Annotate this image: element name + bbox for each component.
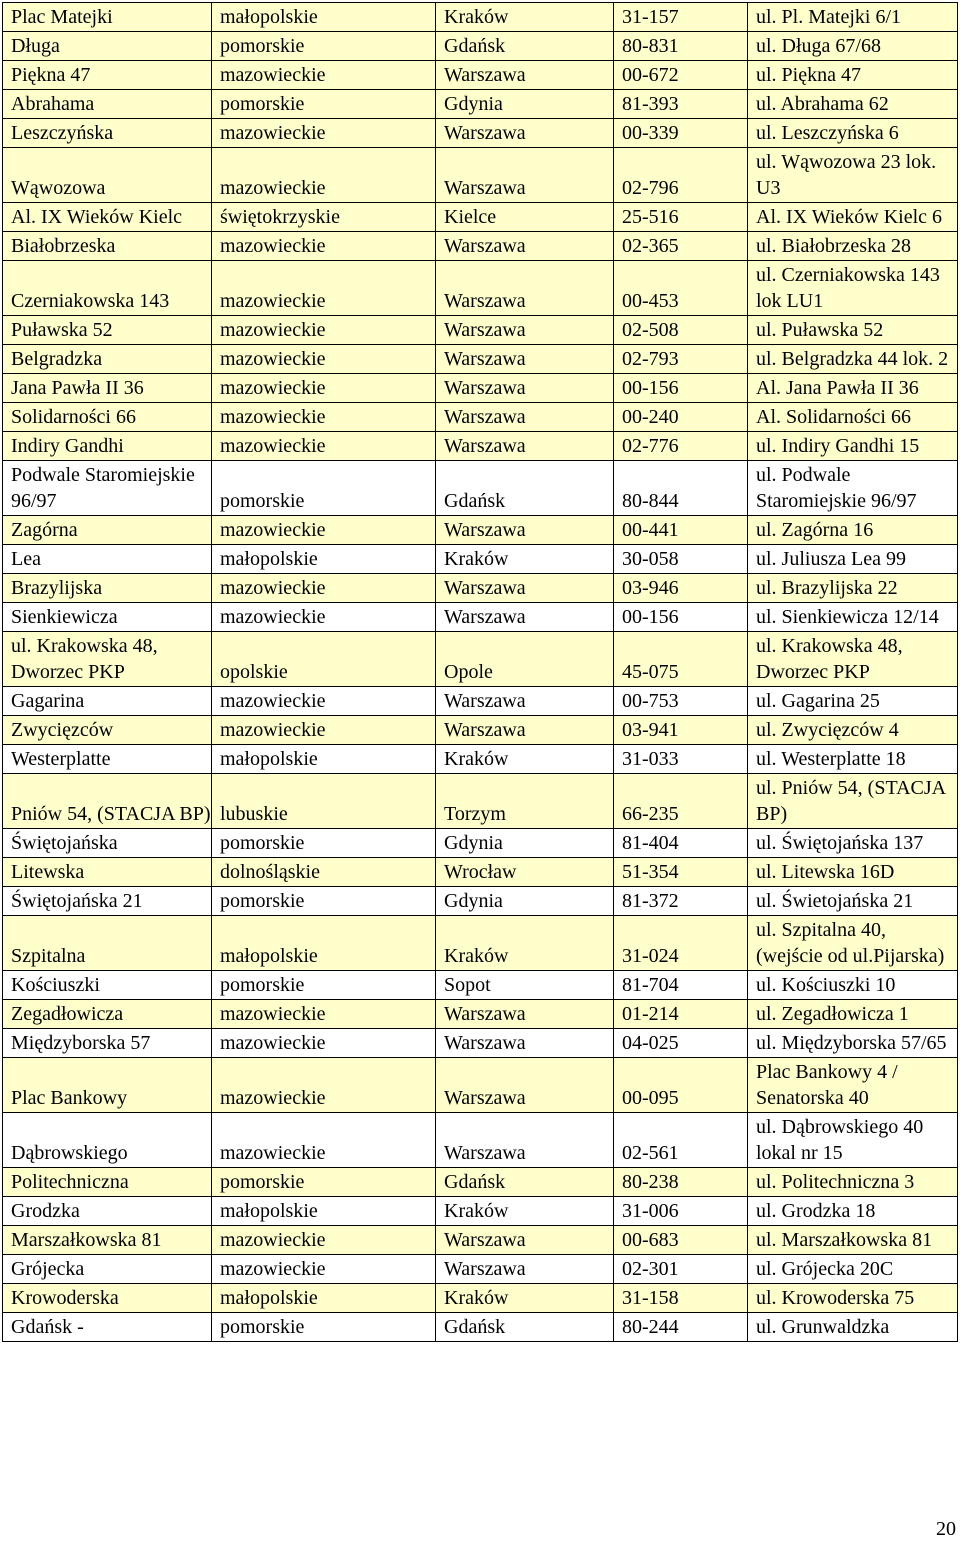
- voivodeship-cell: mazowieckie: [212, 603, 436, 632]
- voivodeship-cell: pomorskie: [212, 829, 436, 858]
- city-cell: Torzym: [436, 774, 614, 829]
- city-cell: Warszawa: [436, 232, 614, 261]
- city-cell: Warszawa: [436, 1113, 614, 1168]
- city-cell: Warszawa: [436, 1226, 614, 1255]
- street-cell: Grójecka: [3, 1255, 212, 1284]
- voivodeship-cell: opolskie: [212, 632, 436, 687]
- voivodeship-cell: lubuskie: [212, 774, 436, 829]
- street-cell: Puławska 52: [3, 316, 212, 345]
- address-cell: ul. Indiry Gandhi 15: [748, 432, 958, 461]
- table-row: [3, 1058, 958, 1113]
- address-cell: ul. Abrahama 62: [748, 90, 958, 119]
- city-cell: Warszawa: [436, 603, 614, 632]
- table-row: [3, 345, 958, 374]
- postal-code-cell: 31-158: [614, 1284, 748, 1313]
- postal-code-cell: 81-393: [614, 90, 748, 119]
- city-cell: Warszawa: [436, 316, 614, 345]
- table-row: [3, 32, 958, 61]
- postal-code-cell: 00-672: [614, 61, 748, 90]
- address-cell: ul. Pl. Matejki 6/1: [748, 3, 958, 32]
- address-cell: ul. Zegadłowicza 1: [748, 1000, 958, 1029]
- address-cell: Al. Jana Pawła II 36: [748, 374, 958, 403]
- voivodeship-cell: świętokrzyskie: [212, 203, 436, 232]
- voivodeship-cell: dolnośląskie: [212, 858, 436, 887]
- table-row: [3, 687, 958, 716]
- address-table-body: [3, 3, 958, 1342]
- city-cell: Kraków: [436, 3, 614, 32]
- postal-code-cell: 81-404: [614, 829, 748, 858]
- city-cell: Gdańsk: [436, 1313, 614, 1342]
- table-row: [3, 261, 958, 316]
- table-row: [3, 632, 958, 687]
- street-cell: Plac Bankowy: [3, 1058, 212, 1113]
- street-cell: Litewska: [3, 858, 212, 887]
- city-cell: Gdańsk: [436, 32, 614, 61]
- voivodeship-cell: mazowieckie: [212, 1000, 436, 1029]
- street-cell: Dąbrowskiego: [3, 1113, 212, 1168]
- address-cell: ul. Długa 67/68: [748, 32, 958, 61]
- table-row: [3, 1197, 958, 1226]
- table-row: [3, 1226, 958, 1255]
- voivodeship-cell: małopolskie: [212, 1284, 436, 1313]
- city-cell: Warszawa: [436, 345, 614, 374]
- table-row: [3, 1168, 958, 1197]
- table-row: [3, 119, 958, 148]
- postal-code-cell: 02-561: [614, 1113, 748, 1168]
- voivodeship-cell: mazowieckie: [212, 1113, 436, 1168]
- table-row: [3, 858, 958, 887]
- address-cell: ul. Belgradzka 44 lok. 2: [748, 345, 958, 374]
- address-cell: ul. Leszczyńska 6: [748, 119, 958, 148]
- postal-code-cell: 81-704: [614, 971, 748, 1000]
- city-cell: Warszawa: [436, 687, 614, 716]
- table-row: [3, 1029, 958, 1058]
- city-cell: Warszawa: [436, 716, 614, 745]
- city-cell: Warszawa: [436, 574, 614, 603]
- voivodeship-cell: mazowieckie: [212, 1029, 436, 1058]
- postal-code-cell: 00-453: [614, 261, 748, 316]
- table-row: [3, 716, 958, 745]
- table-row: [3, 403, 958, 432]
- address-cell: ul. Grójecka 20C: [748, 1255, 958, 1284]
- address-cell: ul. Krowoderska 75: [748, 1284, 958, 1313]
- street-cell: Szpitalna: [3, 916, 212, 971]
- voivodeship-cell: małopolskie: [212, 1197, 436, 1226]
- city-cell: Gdynia: [436, 90, 614, 119]
- postal-code-cell: 30-058: [614, 545, 748, 574]
- postal-code-cell: 31-006: [614, 1197, 748, 1226]
- city-cell: Warszawa: [436, 374, 614, 403]
- address-cell: ul. Dąbrowskiego 40 lokal nr 15: [748, 1113, 958, 1168]
- address-cell: ul. Międzyborska 57/65: [748, 1029, 958, 1058]
- street-cell: Gagarina: [3, 687, 212, 716]
- voivodeship-cell: mazowieckie: [212, 687, 436, 716]
- voivodeship-cell: małopolskie: [212, 916, 436, 971]
- street-cell: Zagórna: [3, 516, 212, 545]
- street-cell: Świętojańska: [3, 829, 212, 858]
- address-cell: ul. Świętojańska 137: [748, 829, 958, 858]
- street-cell: Solidarności 66: [3, 403, 212, 432]
- postal-code-cell: 00-156: [614, 603, 748, 632]
- street-cell: Westerplatte: [3, 745, 212, 774]
- postal-code-cell: 80-844: [614, 461, 748, 516]
- street-cell: Długa: [3, 32, 212, 61]
- voivodeship-cell: mazowieckie: [212, 716, 436, 745]
- address-cell: ul. Westerplatte 18: [748, 745, 958, 774]
- table-row: [3, 516, 958, 545]
- table-row: [3, 745, 958, 774]
- voivodeship-cell: mazowieckie: [212, 374, 436, 403]
- address-cell: ul. Zwycięzców 4: [748, 716, 958, 745]
- street-cell: Lea: [3, 545, 212, 574]
- city-cell: Kraków: [436, 1284, 614, 1313]
- table-row: [3, 90, 958, 119]
- address-cell: ul. Juliusza Lea 99: [748, 545, 958, 574]
- city-cell: Kraków: [436, 745, 614, 774]
- address-cell: Al. IX Wieków Kielc 6: [748, 203, 958, 232]
- page-number: 20: [936, 1518, 956, 1540]
- postal-code-cell: 51-354: [614, 858, 748, 887]
- postal-code-cell: 00-240: [614, 403, 748, 432]
- city-cell: Opole: [436, 632, 614, 687]
- postal-code-cell: 02-776: [614, 432, 748, 461]
- city-cell: Kraków: [436, 916, 614, 971]
- address-cell: ul. Świetojańska 21: [748, 887, 958, 916]
- voivodeship-cell: mazowieckie: [212, 1255, 436, 1284]
- table-row: [3, 1000, 958, 1029]
- street-cell: Sienkiewicza: [3, 603, 212, 632]
- street-cell: Piękna 47: [3, 61, 212, 90]
- voivodeship-cell: mazowieckie: [212, 232, 436, 261]
- street-cell: Wąwozowa: [3, 148, 212, 203]
- table-row: [3, 461, 958, 516]
- city-cell: Warszawa: [436, 1029, 614, 1058]
- postal-code-cell: 01-214: [614, 1000, 748, 1029]
- address-cell: ul. Podwale Staromiejskie 96/97: [748, 461, 958, 516]
- street-cell: Świętojańska 21: [3, 887, 212, 916]
- voivodeship-cell: mazowieckie: [212, 403, 436, 432]
- postal-code-cell: 80-238: [614, 1168, 748, 1197]
- city-cell: Sopot: [436, 971, 614, 1000]
- voivodeship-cell: pomorskie: [212, 971, 436, 1000]
- postal-code-cell: 00-156: [614, 374, 748, 403]
- table-row: [3, 316, 958, 345]
- city-cell: Wrocław: [436, 858, 614, 887]
- table-row: [3, 574, 958, 603]
- voivodeship-cell: mazowieckie: [212, 61, 436, 90]
- postal-code-cell: 04-025: [614, 1029, 748, 1058]
- postal-code-cell: 45-075: [614, 632, 748, 687]
- city-cell: Kielce: [436, 203, 614, 232]
- city-cell: Gdynia: [436, 887, 614, 916]
- street-cell: Grodzka: [3, 1197, 212, 1226]
- postal-code-cell: 80-244: [614, 1313, 748, 1342]
- street-cell: Indiry Gandhi: [3, 432, 212, 461]
- address-cell: ul. Litewska 16D: [748, 858, 958, 887]
- voivodeship-cell: pomorskie: [212, 90, 436, 119]
- voivodeship-cell: mazowieckie: [212, 345, 436, 374]
- street-cell: Jana Pawła II 36: [3, 374, 212, 403]
- address-cell: ul. Pniów 54, (STACJA BP): [748, 774, 958, 829]
- address-cell: ul. Brazylijska 22: [748, 574, 958, 603]
- address-cell: Plac Bankowy 4 / Senatorska 40: [748, 1058, 958, 1113]
- city-cell: Warszawa: [436, 119, 614, 148]
- voivodeship-cell: pomorskie: [212, 1313, 436, 1342]
- address-cell: Al. Solidarności 66: [748, 403, 958, 432]
- street-cell: Brazylijska: [3, 574, 212, 603]
- voivodeship-cell: mazowieckie: [212, 516, 436, 545]
- street-cell: Belgradzka: [3, 345, 212, 374]
- voivodeship-cell: małopolskie: [212, 545, 436, 574]
- table-row: [3, 61, 958, 90]
- street-cell: Międzyborska 57: [3, 1029, 212, 1058]
- address-table: [2, 2, 958, 1342]
- street-cell: Leszczyńska: [3, 119, 212, 148]
- city-cell: Warszawa: [436, 403, 614, 432]
- address-cell: ul. Puławska 52: [748, 316, 958, 345]
- city-cell: Gdańsk: [436, 461, 614, 516]
- voivodeship-cell: pomorskie: [212, 32, 436, 61]
- postal-code-cell: 31-024: [614, 916, 748, 971]
- postal-code-cell: 66-235: [614, 774, 748, 829]
- voivodeship-cell: mazowieckie: [212, 432, 436, 461]
- table-row: [3, 374, 958, 403]
- postal-code-cell: 02-365: [614, 232, 748, 261]
- voivodeship-cell: mazowieckie: [212, 1058, 436, 1113]
- street-cell: Białobrzeska: [3, 232, 212, 261]
- postal-code-cell: 00-753: [614, 687, 748, 716]
- voivodeship-cell: mazowieckie: [212, 261, 436, 316]
- city-cell: Warszawa: [436, 1000, 614, 1029]
- city-cell: Kraków: [436, 1197, 614, 1226]
- postal-code-cell: 02-796: [614, 148, 748, 203]
- table-row: [3, 916, 958, 971]
- address-cell: ul. Politechniczna 3: [748, 1168, 958, 1197]
- postal-code-cell: 00-441: [614, 516, 748, 545]
- address-cell: ul. Grunwaldzka: [748, 1313, 958, 1342]
- voivodeship-cell: pomorskie: [212, 887, 436, 916]
- postal-code-cell: 31-157: [614, 3, 748, 32]
- address-cell: ul. Białobrzeska 28: [748, 232, 958, 261]
- table-row: [3, 232, 958, 261]
- city-cell: Warszawa: [436, 148, 614, 203]
- voivodeship-cell: pomorskie: [212, 1168, 436, 1197]
- address-cell: ul. Piękna 47: [748, 61, 958, 90]
- postal-code-cell: 03-941: [614, 716, 748, 745]
- postal-code-cell: 03-946: [614, 574, 748, 603]
- address-cell: ul. Gagarina 25: [748, 687, 958, 716]
- postal-code-cell: 02-793: [614, 345, 748, 374]
- address-cell: ul. Szpitalna 40, (wejście od ul.Pijarska): [748, 916, 958, 971]
- postal-code-cell: 00-339: [614, 119, 748, 148]
- table-row: [3, 887, 958, 916]
- table-row: [3, 432, 958, 461]
- address-cell: ul. Marszałkowska 81: [748, 1226, 958, 1255]
- postal-code-cell: 80-831: [614, 32, 748, 61]
- city-cell: Warszawa: [436, 61, 614, 90]
- street-cell: Abrahama: [3, 90, 212, 119]
- postal-code-cell: 31-033: [614, 745, 748, 774]
- voivodeship-cell: mazowieckie: [212, 316, 436, 345]
- street-cell: Plac Matejki: [3, 3, 212, 32]
- street-cell: Czerniakowska 143: [3, 261, 212, 316]
- table-row: [3, 1313, 958, 1342]
- street-cell: Kościuszki: [3, 971, 212, 1000]
- address-cell: ul. Sienkiewicza 12/14: [748, 603, 958, 632]
- city-cell: Warszawa: [436, 1058, 614, 1113]
- address-cell: ul. Kościuszki 10: [748, 971, 958, 1000]
- table-row: [3, 3, 958, 32]
- voivodeship-cell: mazowieckie: [212, 119, 436, 148]
- postal-code-cell: 00-095: [614, 1058, 748, 1113]
- street-cell: Al. IX Wieków Kielc: [3, 203, 212, 232]
- voivodeship-cell: małopolskie: [212, 3, 436, 32]
- table-row: [3, 1113, 958, 1168]
- city-cell: Gdynia: [436, 829, 614, 858]
- street-cell: Politechniczna: [3, 1168, 212, 1197]
- postal-code-cell: 00-683: [614, 1226, 748, 1255]
- postal-code-cell: 02-508: [614, 316, 748, 345]
- table-row: [3, 545, 958, 574]
- city-cell: Warszawa: [436, 261, 614, 316]
- table-row: [3, 829, 958, 858]
- street-cell: Marszałkowska 81: [3, 1226, 212, 1255]
- city-cell: Gdańsk: [436, 1168, 614, 1197]
- voivodeship-cell: mazowieckie: [212, 574, 436, 603]
- street-cell: Gdańsk -: [3, 1313, 212, 1342]
- address-cell: ul. Krakowska 48, Dworzec PKP: [748, 632, 958, 687]
- street-cell: Zegadłowicza: [3, 1000, 212, 1029]
- city-cell: Warszawa: [436, 516, 614, 545]
- address-cell: ul. Wąwozowa 23 lok. U3: [748, 148, 958, 203]
- street-cell: Zwycięzców: [3, 716, 212, 745]
- city-cell: Kraków: [436, 545, 614, 574]
- table-row: [3, 774, 958, 829]
- table-row: [3, 603, 958, 632]
- table-row: [3, 148, 958, 203]
- city-cell: Warszawa: [436, 432, 614, 461]
- street-cell: Krowoderska: [3, 1284, 212, 1313]
- table-row: [3, 1255, 958, 1284]
- table-row: [3, 203, 958, 232]
- city-cell: Warszawa: [436, 1255, 614, 1284]
- postal-code-cell: 25-516: [614, 203, 748, 232]
- street-cell: Podwale Staromiejskie 96/97: [3, 461, 212, 516]
- voivodeship-cell: małopolskie: [212, 745, 436, 774]
- street-cell: ul. Krakowska 48, Dworzec PKP: [3, 632, 212, 687]
- voivodeship-cell: mazowieckie: [212, 148, 436, 203]
- table-row: [3, 971, 958, 1000]
- voivodeship-cell: mazowieckie: [212, 1226, 436, 1255]
- address-cell: ul. Czerniakowska 143 lok LU1: [748, 261, 958, 316]
- voivodeship-cell: pomorskie: [212, 461, 436, 516]
- table-row: [3, 1284, 958, 1313]
- postal-code-cell: 02-301: [614, 1255, 748, 1284]
- address-cell: ul. Grodzka 18: [748, 1197, 958, 1226]
- postal-code-cell: 81-372: [614, 887, 748, 916]
- address-cell: ul. Zagórna 16: [748, 516, 958, 545]
- street-cell: Pniów 54, (STACJA BP): [3, 774, 212, 829]
